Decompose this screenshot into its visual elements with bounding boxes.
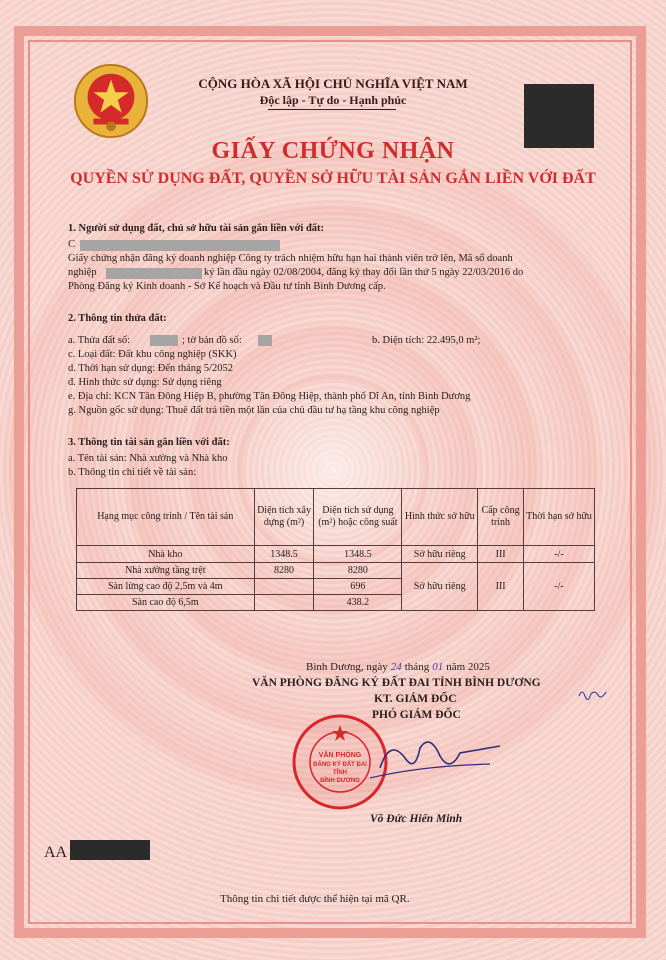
map-sheet-label: ; tờ bản đồ số: [182, 335, 242, 346]
signer-title-1: KT. GIÁM ĐỐC [374, 693, 457, 705]
table-cell: 1348.5 [314, 546, 402, 563]
motto-underline [268, 109, 396, 110]
table-cell: III [478, 546, 524, 563]
national-emblem-icon [72, 62, 150, 140]
issue-month: 01 [432, 661, 444, 673]
table-row [77, 563, 595, 579]
qr-note: Thông tin chi tiết được thể hiện tại mã QR. [220, 893, 410, 905]
land-origin: g. Nguồn gốc sử dụng: Thuê đất trả tiền một lần của chủ đầu tư hạ tầng khu công nghiệp [68, 405, 440, 416]
column-header: Hạng mục công trình / Tên tài sản [77, 489, 255, 546]
svg-text:TỈNH: TỈNH [333, 770, 347, 776]
business-registration-line1: Giấy chứng nhận đăng ký doanh nghiệp Công ty trách nhiệm hữu hạn hai thành viên trở lên, Mã số doanh [68, 253, 513, 264]
section3-heading: 3. Thông tin tài sản gắn liền với đất: [68, 437, 230, 448]
table-cell: 1348.5 [254, 546, 314, 563]
parcel-number-label: a. Thửa đất số: [68, 335, 131, 346]
table-cell: 8280 [254, 563, 314, 579]
table-cell [254, 595, 314, 611]
section2-heading: 2. Thông tin thửa đất: [68, 313, 167, 324]
republic-name: CỘNG HÒA XÃ HỘI CHỦ NGHĨA VIỆT NAM [198, 76, 468, 91]
national-motto: Độc lập - Tự do - Hạnh phúc [259, 93, 407, 107]
column-header: Cấp công trình [478, 489, 524, 546]
svg-text:ĐĂNG KÝ ĐẤT ĐAI: ĐĂNG KÝ ĐẤT ĐAI [313, 762, 367, 768]
issue-place-date [306, 660, 490, 674]
signer-name: Võ Đức Hiển Minh [370, 813, 463, 825]
redacted-serial-number [70, 840, 150, 860]
svg-text:BÌNH DƯƠNG: BÌNH DƯƠNG [320, 778, 360, 784]
asset-detail-label: b. Thông tin chi tiết về tài sản: [68, 467, 197, 478]
table-cell: -/- [524, 563, 595, 611]
table-cell: -/- [524, 546, 595, 563]
redacted-parcel-number [150, 335, 178, 346]
column-header: Hình thức sở hữu [402, 489, 478, 546]
table-cell: III [478, 563, 524, 611]
column-header: Thời hạn sở hữu [524, 489, 595, 546]
serial-prefix: AA [44, 844, 68, 861]
land-type: c. Loại đất: Đất khu công nghiệp (SKK) [68, 349, 237, 360]
svg-text:VĂN PHÒNG: VĂN PHÒNG [318, 752, 362, 759]
asset-name: a. Tên tài sản: Nhà xưởng và Nhà kho [68, 453, 228, 464]
owner-prefix: C [68, 239, 76, 250]
certificate-title: GIẤY CHỨNG NHẬN [211, 138, 455, 164]
land-use-form: đ. Hình thức sử dụng: Sử dụng riêng [68, 377, 222, 388]
table-cell: Nhà kho [77, 546, 255, 563]
redacted-map-sheet [258, 335, 272, 346]
table-cell: Nhà xưởng tầng trệt [77, 563, 255, 579]
signer-title-2: PHÓ GIÁM ĐỐC [372, 709, 461, 721]
year-label: năm 2025 [446, 661, 490, 673]
month-label: tháng [404, 661, 430, 673]
column-header: Diện tích xây dựng (m²) [254, 489, 314, 546]
asset-table [76, 488, 595, 611]
handwritten-signature-icon [360, 728, 510, 788]
redacted-tax-code [106, 268, 202, 279]
table-cell [254, 579, 314, 595]
land-area: b. Diện tích: 22.495,0 m²; [372, 335, 481, 346]
business-registration-line2: ký lần đầu ngày 02/08/2004, đăng ký thay đổi lần thứ 5 ngày 22/03/2016 do [204, 267, 524, 278]
place-date-prefix: Bình Dương, ngày [306, 661, 388, 673]
business-registration-line3: Phòng Đăng ký Kinh doanh - Sở Kế hoạch và Đầu tư tỉnh Bình Dương cấp. [68, 281, 386, 292]
table-header-row [77, 489, 595, 546]
business-registration-prefix: nghiệp [68, 267, 97, 278]
table-cell: Sở hữu riêng [402, 563, 478, 611]
land-address: e. Địa chỉ: KCN Tân Đông Hiệp B, phường Tân Đông Hiệp, thành phố Dĩ An, tỉnh Bình Dương [68, 391, 471, 402]
table-cell: Sàn cao độ 6,5m [77, 595, 255, 611]
table-cell: Sở hữu riêng [402, 546, 478, 563]
land-use-term: d. Thời hạn sử dụng: Đến tháng 5/2052 [68, 363, 234, 374]
section1-heading: 1. Người sử dụng đất, chủ sở hữu tài sản gắn liền với đất: [68, 223, 325, 234]
initial-signature-icon [578, 686, 608, 700]
table-cell: 438.2 [314, 595, 402, 611]
table-row [77, 546, 595, 563]
table-cell: Sàn lửng cao độ 2,5m và 4m [77, 579, 255, 595]
table-cell: 696 [314, 579, 402, 595]
issue-day: 24 [390, 661, 402, 673]
table-cell: 8280 [314, 563, 402, 579]
column-header: Diện tích sử dụng (m²) hoặc công suất [314, 489, 402, 546]
issuing-office: VĂN PHÒNG ĐĂNG KÝ ĐẤT ĐAI TỈNH BÌNH DƯƠNG [252, 677, 541, 689]
redacted-owner-name [80, 240, 280, 251]
certificate-subtitle: QUYỀN SỬ DỤNG ĐẤT, QUYỀN SỞ HỮU TÀI SẢN GẮN LIỀN VỚI ĐẤT [70, 170, 596, 187]
